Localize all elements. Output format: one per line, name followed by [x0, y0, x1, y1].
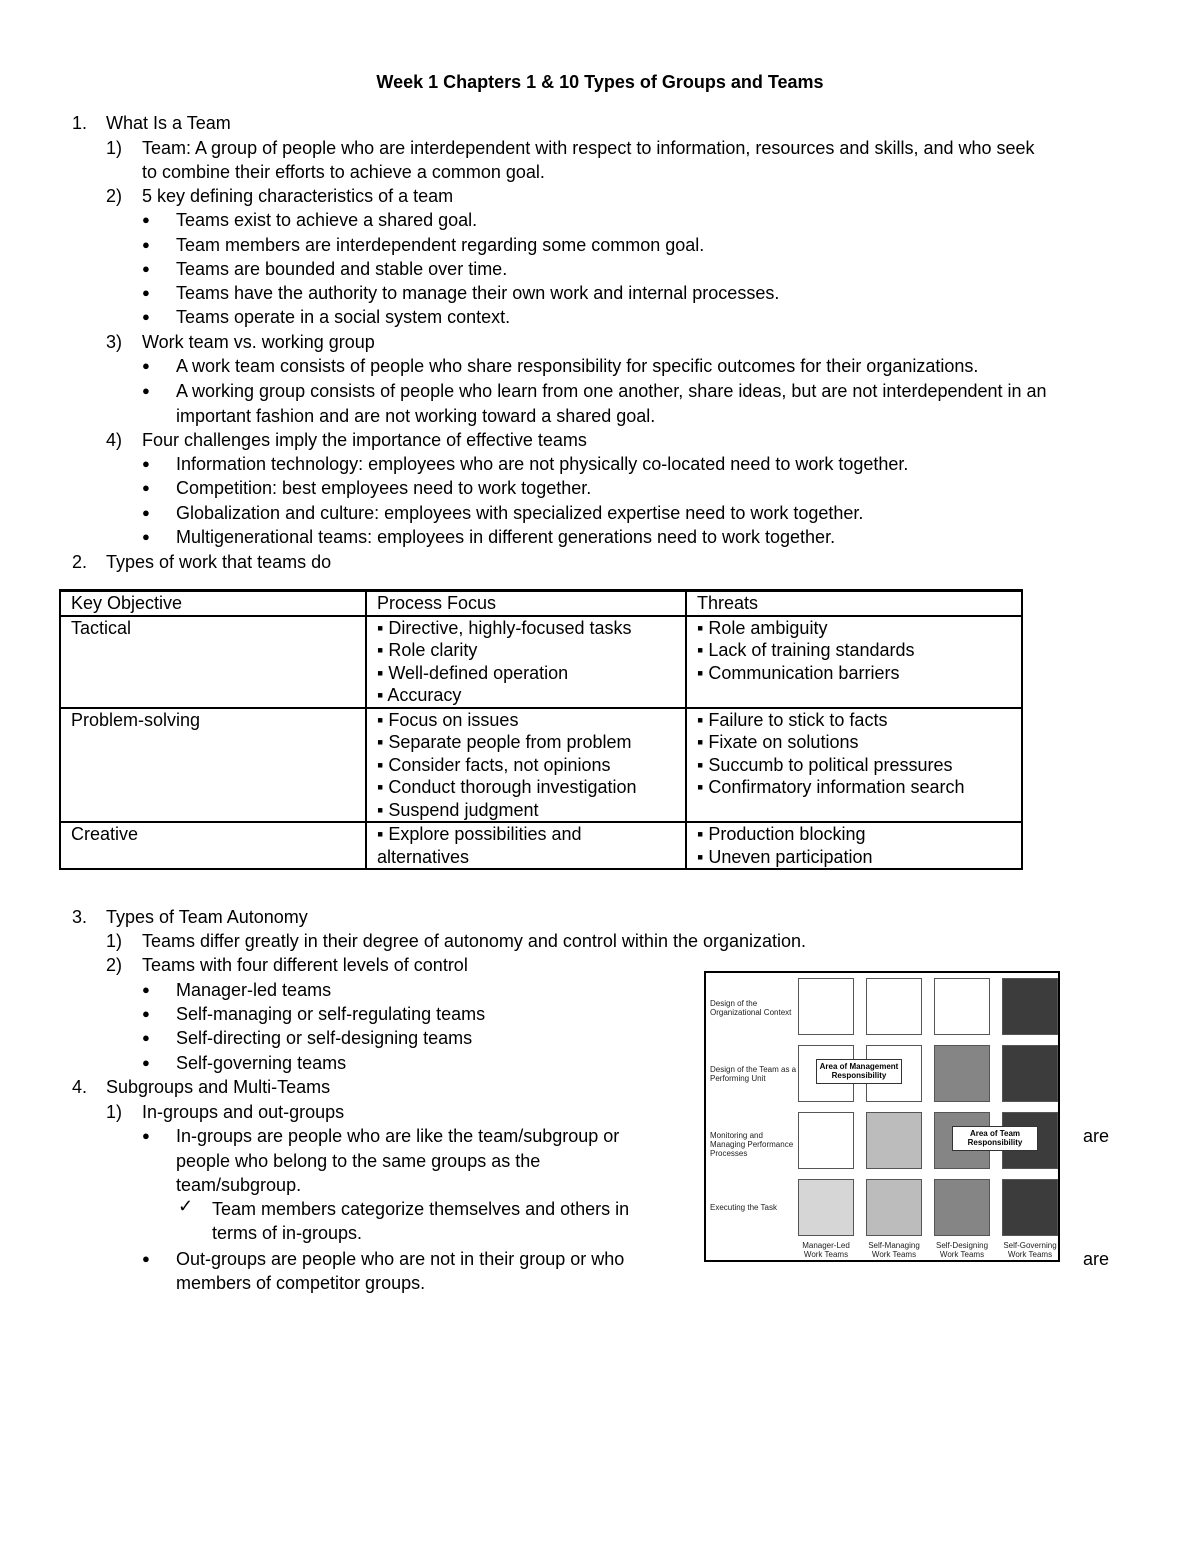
bullet-icon: ● [142, 529, 150, 544]
bullet-icon: ● [142, 1055, 150, 1070]
item-text: Four challenges imply the importance of effective teams [142, 430, 587, 450]
item-text: 5 key defining characteristics of a team [142, 186, 454, 206]
item-number: 1) [106, 1102, 123, 1122]
cell-line: ▪ Role ambiguity [697, 617, 828, 638]
bullet-icon: ● [142, 1030, 150, 1045]
bullet-text: Self-managing or self-regulating teams [176, 1004, 486, 1024]
cell-line: ▪ Consider facts, not opinions [377, 754, 611, 775]
responsibility-cell [798, 1179, 854, 1236]
page-title: Week 1 Chapters 1 & 10 Types of Groups and Teams [376, 72, 824, 92]
bullet-text: A working group consists of people who learn from one another, share ideas, but are not interdependent in an [176, 381, 1047, 401]
item-number: 2) [106, 955, 123, 975]
responsibility-cell [934, 1179, 990, 1236]
bullet-text: Manager-led teams [176, 980, 332, 1000]
bullet-text: Teams operate in a social system context. [176, 307, 511, 327]
cell-line: ▪ Focus on issues [377, 709, 519, 730]
item-number: 1) [106, 138, 123, 158]
cell-line: ▪ Role clarity [377, 640, 478, 660]
item-text: In-groups and out-groups [142, 1102, 345, 1122]
bullet-icon: ● [142, 480, 150, 495]
cell-line: ▪ Suspend judgment [377, 799, 539, 820]
bullet-icon: ● [142, 456, 150, 471]
responsibility-cell [1002, 978, 1058, 1035]
bullet-text: Self-directing or self-designing teams [176, 1028, 473, 1048]
table-cell: Problem-solving [60, 708, 366, 823]
bullet-text: Information technology: employees who are not physically co-located need to work together. [176, 454, 909, 474]
item-text: Teams differ greatly in their degree of autonomy and control within the organization. [142, 931, 807, 951]
overflow-text: are [1083, 1249, 1110, 1269]
bullet-text: members of competitor groups. [176, 1273, 426, 1293]
cell-line: ▪ Fixate on solutions [697, 732, 859, 752]
section-number: 2. [72, 552, 88, 572]
section-heading: Types of work that teams do [106, 552, 332, 572]
figure-row-label: Executing the Task [710, 1203, 778, 1212]
table-cell: Creative [60, 822, 366, 869]
sub-bullet-text: terms of in-groups. [212, 1223, 363, 1243]
table-row [60, 708, 1022, 823]
table-cell [686, 708, 1022, 823]
cell-line: alternatives [377, 846, 470, 867]
section-heading: Types of Team Autonomy [106, 907, 308, 927]
item-number: 1) [106, 931, 123, 951]
bullet-icon: ● [142, 1128, 150, 1143]
table-cell [366, 616, 686, 708]
bullet-text: people who belong to the same groups as the [176, 1151, 541, 1171]
bullet-text: In-groups are people who are like the team/subgroup or [176, 1126, 620, 1146]
responsibility-cell [866, 1179, 922, 1236]
bullet-icon: ● [142, 505, 150, 520]
cell-line: ▪ Well-defined operation [377, 662, 569, 683]
responsibility-cell [798, 978, 854, 1035]
bullet-text: team/subgroup. [176, 1175, 302, 1195]
figure-row-label: Design of the Organizational Context [710, 999, 792, 1017]
bullet-text: A work team consists of people who share responsibility for specific outcomes for their organizations. [176, 356, 979, 376]
management-responsibility-callout: Area of Management Responsibility [816, 1059, 902, 1084]
bullet-icon: ● [142, 383, 150, 398]
cell-line: ▪ Failure to stick to facts [697, 709, 888, 730]
section-number: 4. [72, 1077, 88, 1097]
table-cell [686, 616, 1022, 708]
bullet-text: Teams have the authority to manage their own work and internal processes. [176, 283, 780, 303]
overflow-text: are [1083, 1126, 1110, 1146]
table-header-cell: Threats [686, 591, 1022, 616]
table-row [60, 616, 1022, 708]
item-text: to combine their efforts to achieve a common goal. [142, 162, 545, 182]
item-number: 3) [106, 332, 123, 352]
bullet-icon: ● [142, 237, 150, 252]
figure-column-label: Self-Designing Work Teams [935, 1241, 989, 1259]
bullet-text: Teams exist to achieve a shared goal. [176, 210, 478, 230]
bullet-icon: ● [142, 982, 150, 997]
bullet-text: important fashion and are not working toward a shared goal. [176, 406, 656, 426]
team-responsibility-callout: Area of Team Responsibility [952, 1126, 1038, 1151]
figure-column-label: Manager-Led Work Teams [802, 1241, 850, 1259]
cell-line: ▪ Accuracy [377, 685, 462, 705]
table-cell [366, 708, 686, 823]
bullet-icon: ● [142, 212, 150, 227]
cell-line: ▪ Explore possibilities and [377, 824, 582, 844]
figure-column-label: Self-Governing Work Teams [1003, 1241, 1057, 1259]
autonomy-figure [704, 971, 1060, 1262]
item-number: 2) [106, 186, 123, 206]
bullet-text: Team members are interdependent regarding some common goal. [176, 235, 705, 255]
bullet-icon: ● [142, 261, 150, 276]
figure-row-label: Monitoring and Managing Performance Processes [710, 1131, 794, 1158]
cell-line: ▪ Confirmatory information search [697, 777, 965, 797]
cell-line: ▪ Directive, highly-focused tasks [377, 617, 632, 638]
section-number: 1. [72, 113, 88, 133]
types-of-work-table [59, 589, 1023, 870]
responsibility-cell [1002, 1045, 1058, 1102]
bullet-text: Globalization and culture: employees with specialized expertise need to work together. [176, 503, 864, 523]
section-heading: What Is a Team [106, 113, 231, 133]
checkmark-icon: ✓ [178, 1196, 194, 1216]
bullet-icon: ● [142, 1006, 150, 1021]
table-cell [366, 822, 686, 869]
table-header-row [60, 591, 1022, 616]
bullet-icon: ● [142, 285, 150, 300]
table-row [60, 822, 1022, 869]
cell-line: ▪ Succumb to political pressures [697, 754, 953, 775]
cell-line: ▪ Uneven participation [697, 846, 873, 867]
responsibility-cell [866, 978, 922, 1035]
item-text: Team: A group of people who are interdependent with respect to information, resources and skills, and who seek [142, 138, 1035, 158]
item-text: Work team vs. working group [142, 332, 375, 352]
cell-line: ▪ Separate people from problem [377, 732, 632, 752]
cell-line: ▪ Production blocking [697, 824, 866, 844]
responsibility-cell [934, 978, 990, 1035]
bullet-text: Out-groups are people who are not in their group or who [176, 1249, 625, 1269]
bullet-icon: ● [142, 309, 150, 324]
responsibility-cell [798, 1112, 854, 1169]
cell-line: ▪ Lack of training standards [697, 640, 915, 660]
cell-line: ▪ Conduct thorough investigation [377, 777, 637, 797]
bullet-icon: ● [142, 1251, 150, 1266]
table-header-cell: Process Focus [366, 591, 686, 616]
table-header-cell: Key Objective [60, 591, 366, 616]
cell-line: ▪ Communication barriers [697, 662, 900, 683]
bullet-text: Multigenerational teams: employees in different generations need to work together. [176, 527, 836, 547]
responsibility-cell [934, 1045, 990, 1102]
item-text: Teams with four different levels of control [142, 955, 468, 975]
table-cell [686, 822, 1022, 869]
bullet-icon: ● [142, 358, 150, 373]
bullet-text: Self-governing teams [176, 1053, 347, 1073]
section-number: 3. [72, 907, 88, 927]
responsibility-cell [866, 1112, 922, 1169]
responsibility-cell [1002, 1179, 1058, 1236]
table-cell: Tactical [60, 616, 366, 708]
figure-row-label: Design of the Team as a Performing Unit [710, 1065, 797, 1083]
sub-bullet-text: Team members categorize themselves and others in [212, 1199, 630, 1219]
bullet-text: Competition: best employees need to work together. [176, 478, 592, 498]
item-number: 4) [106, 430, 123, 450]
figure-column-label: Self-Managing Work Teams [868, 1241, 920, 1259]
bullet-text: Teams are bounded and stable over time. [176, 259, 508, 279]
section-heading: Subgroups and Multi-Teams [106, 1077, 331, 1097]
